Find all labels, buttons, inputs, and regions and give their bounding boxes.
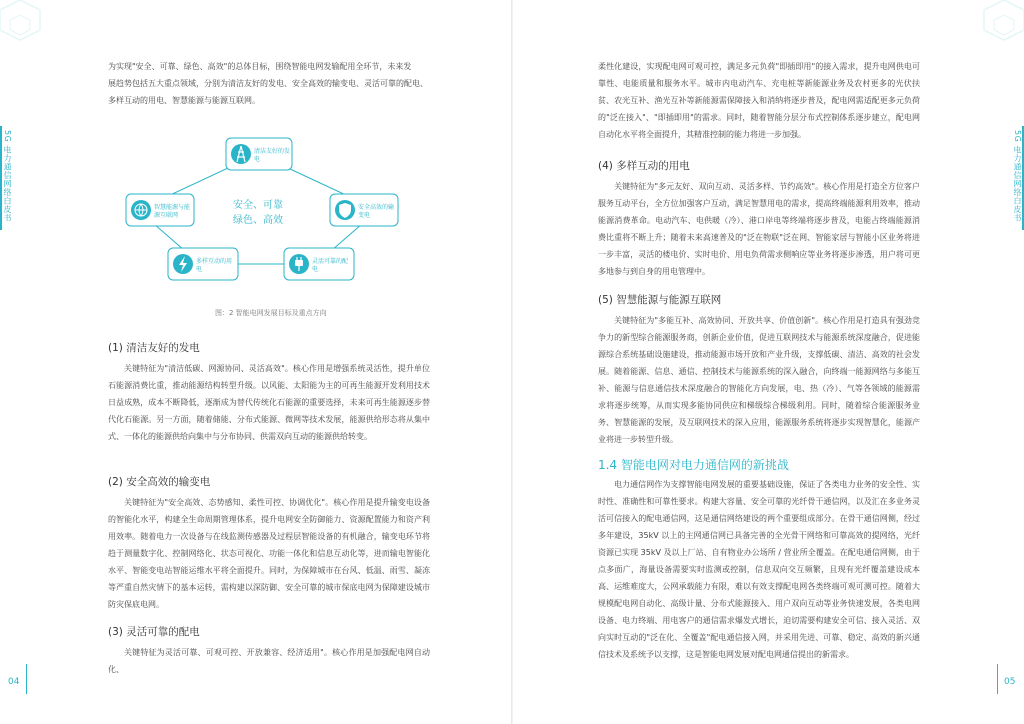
diagram-node-right bbox=[330, 194, 398, 226]
diagram-node-bottom-left bbox=[168, 248, 238, 280]
section-title: (2) 安全高效的输变电 bbox=[108, 476, 211, 488]
section-consumption bbox=[598, 158, 920, 280]
left-intro bbox=[108, 58, 430, 109]
diagram-node-label: 源互联网 bbox=[154, 212, 179, 219]
section-distribution-continued bbox=[598, 58, 920, 143]
page-gutter bbox=[511, 0, 513, 724]
section-body: 关键特征为"清洁低碳、网源协同、灵活高效"。核心作用是增强系统灵活性，提升单位石能源消费比重，推动能源结构转型升级。以风能、太阳能为主的可再生能源开发利用技术日益成熟，成本不断降低，逐渐成为替代传统化石能源的重要选择，未来可再生能源逐步替代化石能源。另一方面，随着储能、分布式能源、微网等技术发展，能源供给形态将从集中式、一体化的能源供给向集中与分布协同、供需双向互动的能源供给转变。 bbox=[108, 364, 430, 441]
side-tab-text: 5G 电力通信网络白皮书 bbox=[1013, 130, 1022, 222]
diagram-node-label: 变电 bbox=[358, 212, 371, 219]
page-number-right: 05 bbox=[1004, 677, 1016, 687]
section-title: (5) 智慧能源与能源互联网 bbox=[598, 294, 722, 306]
diagram-node-label: 灵活可靠的配 bbox=[312, 258, 349, 265]
diagram-node-label: 电 bbox=[312, 266, 319, 273]
goals-diagram bbox=[108, 126, 408, 286]
section-body: 电力通信网作为支撑智能电网发展的重要基础设施，保证了各类电力业务的安全性、实时性、准确性和可靠性要求。构建大容量、安全可靠的光纤骨干通信网，以及汇在多业务灵活可信接入的配电通信网，这是通信网络建设的两个重要组成部分。在骨干通信网侧，经过多年建设，35kV 以上的主网通信网已具备完善的全光骨干网络和可靠高效的提网络，光纤资源已实现 35kV 及以上厂站、自有物业办公场所 / 营业所全覆盖。在配电通信网侧，由于点多面广，海量设备需要实时监测或控制，信息双向交互频繁，且现有光纤覆盖建设成本高、运维难度大，公网承载能力有限，难以有效支撑配电网各类终端可观可测可控。随着大规模配电网自动化、高级计量、分布式能源接入、用户双向互动等业务快速发展，各类电网设备、电力终端、用电客户的通信需求爆发式增长，迫切需要构建安全可信、接入灵活、双向实时互动的"泛在化、全覆盖"配电通信接入网，并采用先进、可靠、稳定、高效的新兴通信技术及系统予以支撑，这是智能电网发展对配电网通信提出的新需求。 bbox=[598, 480, 920, 659]
section-body: 关键特征为"多能互补、高效协同、开放共享、价值创新"。核心作用是打造具有强劲竞争力的新型综合能源服务商，创新企业价值，促进互联网技术与能源系统深度融合，促进能源综合系统基础设施建设，推动能源市场开放和产业升级，支撑低碳、清洁、高效的社会发展。随着能源、信息、通信、控制技术与能源系统的深入融合，向终端一能源网络与多能互补、能源与信息通信技术深度融合的智能化方向发展，电、热（冷）、气等各领域的能源需求将逐步统筹，从而实现多能协同供应和梯级综合梯级利用。同时，随着综合能源服务业务、智慧能源的发展，及互联网技术的深入应用，能源服务系统将逐步实现智慧化，能源产业将进一步转型升级。 bbox=[598, 316, 920, 444]
section-body: 关键特征为灵活可靠、可观可控、开放兼容、经济适用"。核心作用是加强配电网自动化、 bbox=[108, 648, 430, 674]
intro-line: 展趋势包括五大重点领域，分别为清洁友好的发电、安全高效的输变电、灵活可靠的配电、 bbox=[108, 79, 428, 88]
diagram-node-label: 安全高效的输 bbox=[358, 204, 395, 211]
diagram-node-label: 电 bbox=[254, 156, 261, 163]
diagram-node-label: 多样互动的用 bbox=[196, 258, 233, 265]
section-challenges bbox=[598, 456, 920, 663]
chapter-heading: 1.4 智能电网对电力通信网的新挑战 bbox=[598, 458, 789, 472]
corner-decoration-right bbox=[964, 0, 1024, 60]
page-number-line-right bbox=[997, 664, 998, 694]
section-transmission bbox=[108, 474, 430, 613]
section-body: 关键特征为"多元友好、双向互动、灵活多样、节约高效"。核心作用是打造全方位客户服务互动平台，全方位加强客户互动，满足智慧用电的需求，提高终端能源利用效率，推动能源消费革命。电动汽车、电供暖（冷）、港口岸电等终端将逐步普及，电能占终端能源消费比重将不断上升；随着未来高速普及的"泛在物联"泛在网、智能家居与智能小区业务将进一步丰富，灵活的楼电价、实时电价、用电负荷需求侧响应等业务将逐步渗透，用户将可更多地参与到自身的用电管理中。 bbox=[598, 182, 920, 276]
section-title: (1) 清洁友好的发电 bbox=[108, 342, 200, 354]
section-clean-generation bbox=[108, 340, 430, 445]
diagram-node-top bbox=[226, 138, 292, 170]
diagram-center-line2: 绿色、高效 bbox=[233, 215, 283, 226]
section-title: (3) 灵活可靠的配电 bbox=[108, 626, 200, 638]
diagram-node-label: 智慧能源与能 bbox=[154, 204, 191, 211]
section-body: 关键特征为"安全高效、态势感知、柔性可控、协调优化"。核心作用是提升输变电设备的智能化水平，构建全生命周期管理体系，提升电网安全防御能力、资源配置能力和资产利用效率。随着电力一次设备与在线监测传感器及过程层智能设备的有机融合，输变电环节将趋于测量数字化、控制网络化、状态可视化、功能一体化和信息互动化等，进而输电智能化水平、智能变电站智能运维水平将全面提升。同时，为保障城市在台风、低温、雨雪、凝冻等严重自然灾情下的基本运转，需构建以深防御、安全可靠的城市保底电网为保障建设城市防灾保底电网。 bbox=[108, 498, 430, 609]
section-energy-internet bbox=[598, 292, 920, 448]
diagram-node-bottom-right bbox=[284, 248, 354, 280]
side-tab-text: 5G 电力通信网络白皮书 bbox=[3, 130, 12, 222]
diagram-node-label: 电 bbox=[196, 266, 203, 273]
side-tab-right bbox=[1010, 126, 1024, 230]
corner-decoration-left bbox=[0, 0, 60, 60]
section-body: 柔性化建设，实现配电网可观可控，满足多元负荷"即插即用"的接入需求，提升电网供电可靠性、电能质量和服务水平。城市内电动汽车、充电桩等新能源业务及农村更多的光伏扶贫、农光互补、渔光互补等新能源需保障接入和消纳将逐步普及，配电网需适配更多元负荷的"泛在接入"、"即插即用"的需求。同时，随着智能分层分布式控制体系逐步建立，配电网自动化水平将全面提升，其精准控制的能力将进一步加强。 bbox=[598, 62, 920, 139]
figure-caption: 图：2 智能电网发展目标及重点方向 bbox=[215, 309, 327, 317]
side-tab-left bbox=[0, 126, 14, 230]
page-number-line-left bbox=[26, 664, 27, 694]
page-number-left: 04 bbox=[8, 677, 20, 687]
section-title: (4) 多样互动的用电 bbox=[598, 160, 690, 172]
diagram-node-label: 清洁友好的发 bbox=[254, 148, 291, 155]
intro-line: 为实现"安全、可靠、绿色、高效"的总体目标，围绕智能电网发输配用全环节，未来发 bbox=[108, 62, 412, 71]
diagram-center-line1: 安全、可靠 bbox=[233, 200, 283, 211]
diagram-node-left bbox=[126, 194, 194, 226]
section-distribution bbox=[108, 624, 430, 678]
intro-line: 多样互动的用电、智慧能源与能源互联网。 bbox=[108, 96, 260, 105]
